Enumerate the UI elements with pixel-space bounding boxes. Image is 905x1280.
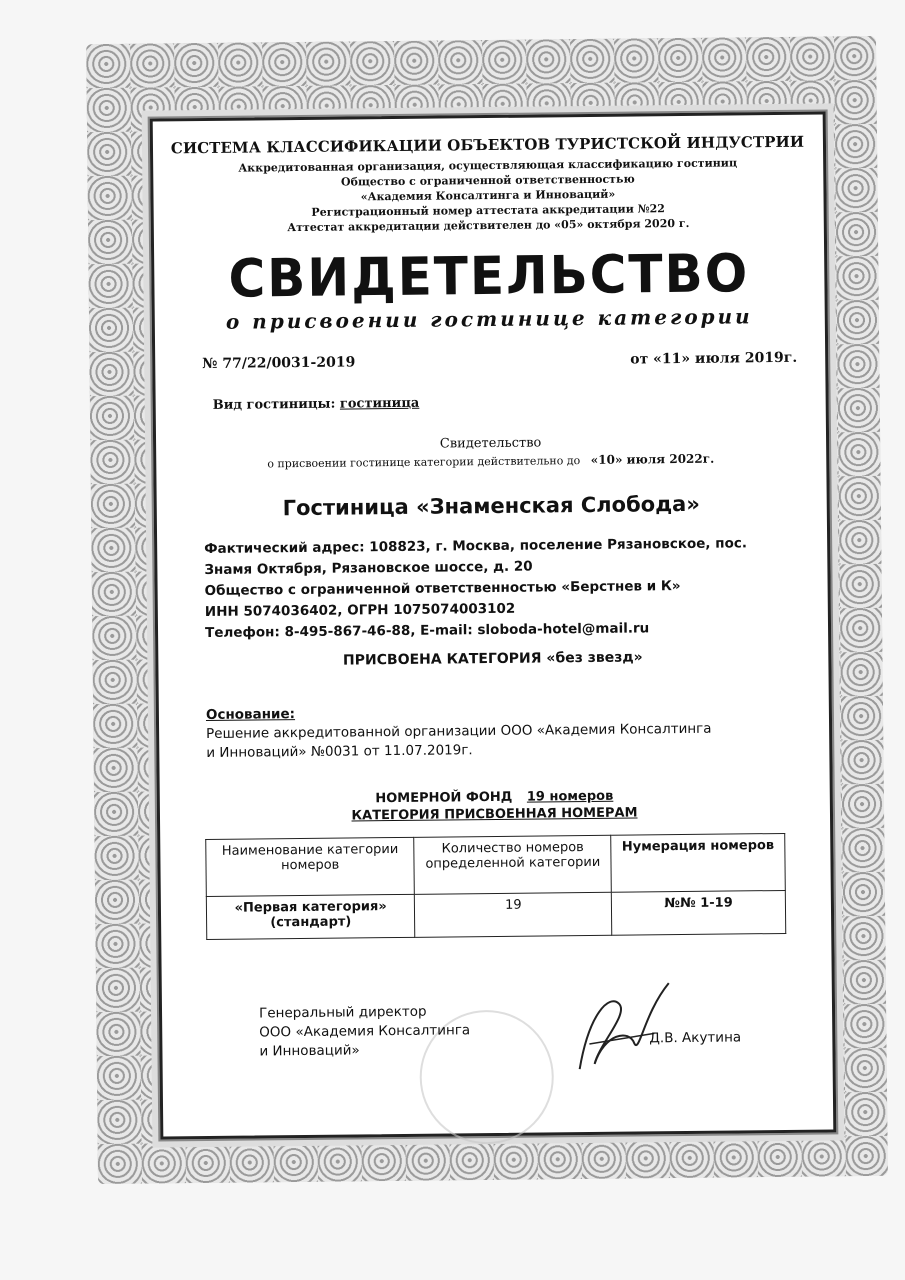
accreditation-line: Регистрационный номер аттестата аккредитации №22	[311, 202, 665, 219]
validity-caption: Свидетельство	[439, 435, 542, 452]
hotel-type-value: гостиница	[339, 395, 420, 412]
hotel-type	[173, 392, 808, 414]
contacts: Телефон: 8-495-867-46-88, E-mail: sloboda-hotel@mail.ru	[204, 620, 650, 642]
system-title: СИСТЕМА КЛАССИФИКАЦИИ ОБЪЕКТОВ ТУРИСТСКОЙ ИНДУСТРИИ	[170, 132, 805, 158]
certificate-number-row	[172, 350, 807, 373]
signatory-position	[259, 1002, 471, 1061]
validity-date: «10» июля 2022г.	[590, 451, 715, 467]
certificate-date: от «11» июля 2019г.	[630, 349, 798, 368]
room-count: 19	[415, 892, 612, 937]
table-header-cell: Наименование категории номеров	[206, 837, 415, 896]
room-fund-label: НОМЕРНОЙ ФОНД	[375, 789, 513, 807]
basis-text: Решение аккредитованной организации ООО «Академия Консалтинга	[206, 720, 712, 743]
room-numbers: №№ 1-19	[612, 890, 786, 935]
basis-block	[176, 700, 812, 764]
handwritten-signature	[559, 973, 680, 1084]
accreditation-line: Общество с ограниченной ответственностью	[340, 172, 635, 189]
room-category-title: КАТЕГОРИЯ ПРИСВОЕННАЯ НОМЕРАМ	[351, 805, 638, 824]
assigned-category: ПРИСВОЕНА КАТЕГОРИЯ «без звезд»	[342, 649, 643, 669]
validity-text: о присвоении гостинице категории действительно до	[267, 454, 581, 471]
address-line: Знамя Октября, Рязановское шоссе, д. 20	[204, 558, 533, 579]
position-line: ООО «Академия Консалтинга	[259, 1022, 471, 1041]
room-fund-count: 19 номеров	[526, 788, 614, 805]
certificate-content	[170, 127, 815, 1124]
certificate-title: СВИДЕТЕЛЬСТВО	[228, 242, 750, 310]
certificate-number: № 77/22/0031-2019	[202, 354, 356, 373]
accreditation-line: Аттестат аккредитации действителен до «05» октября 2020 г.	[287, 216, 690, 235]
position-line: и Инноваций»	[259, 1042, 360, 1060]
hotel-name: Гостиница «Знаменская Слобода»	[282, 491, 700, 521]
certificate-subtitle: о присвоении гостинице категории	[225, 304, 753, 334]
validity-line	[173, 451, 808, 472]
basis-label: Основание:	[205, 706, 296, 724]
address-line: Фактический адрес: 108823, г. Москва, поселение Рязановское, пос.	[204, 535, 748, 558]
signatory-name: Д.В. Акутина	[649, 1029, 742, 1047]
rooms-table	[205, 833, 786, 940]
position-line: Генеральный директор	[258, 1003, 427, 1022]
room-category-name: «Первая категория» (стандарт)	[206, 894, 415, 939]
inn-ogrn: ИНН 5074036402, ОГРН 1075074003102	[204, 600, 516, 621]
accreditation-line: Аккредитованная организация, осуществляющая классификацию гостиниц	[238, 156, 738, 175]
company-name: Общество с ограниченной ответственностью «Берстнев и К»	[204, 578, 681, 600]
table-header-row	[206, 833, 786, 896]
accreditation-line: «Академия Консалтинга и Инноваций»	[360, 187, 616, 204]
hotel-details	[174, 533, 810, 645]
table-header-cell: Нумерация номеров	[611, 833, 785, 892]
table-header-cell: Количество номеров определенной категории	[414, 835, 611, 894]
basis-text: и Инноваций» №0031 от 11.07.2019г.	[206, 742, 473, 762]
hotel-type-label: Вид гостиницы:	[212, 396, 336, 413]
accreditation-block	[170, 155, 806, 237]
table-row	[206, 890, 785, 939]
